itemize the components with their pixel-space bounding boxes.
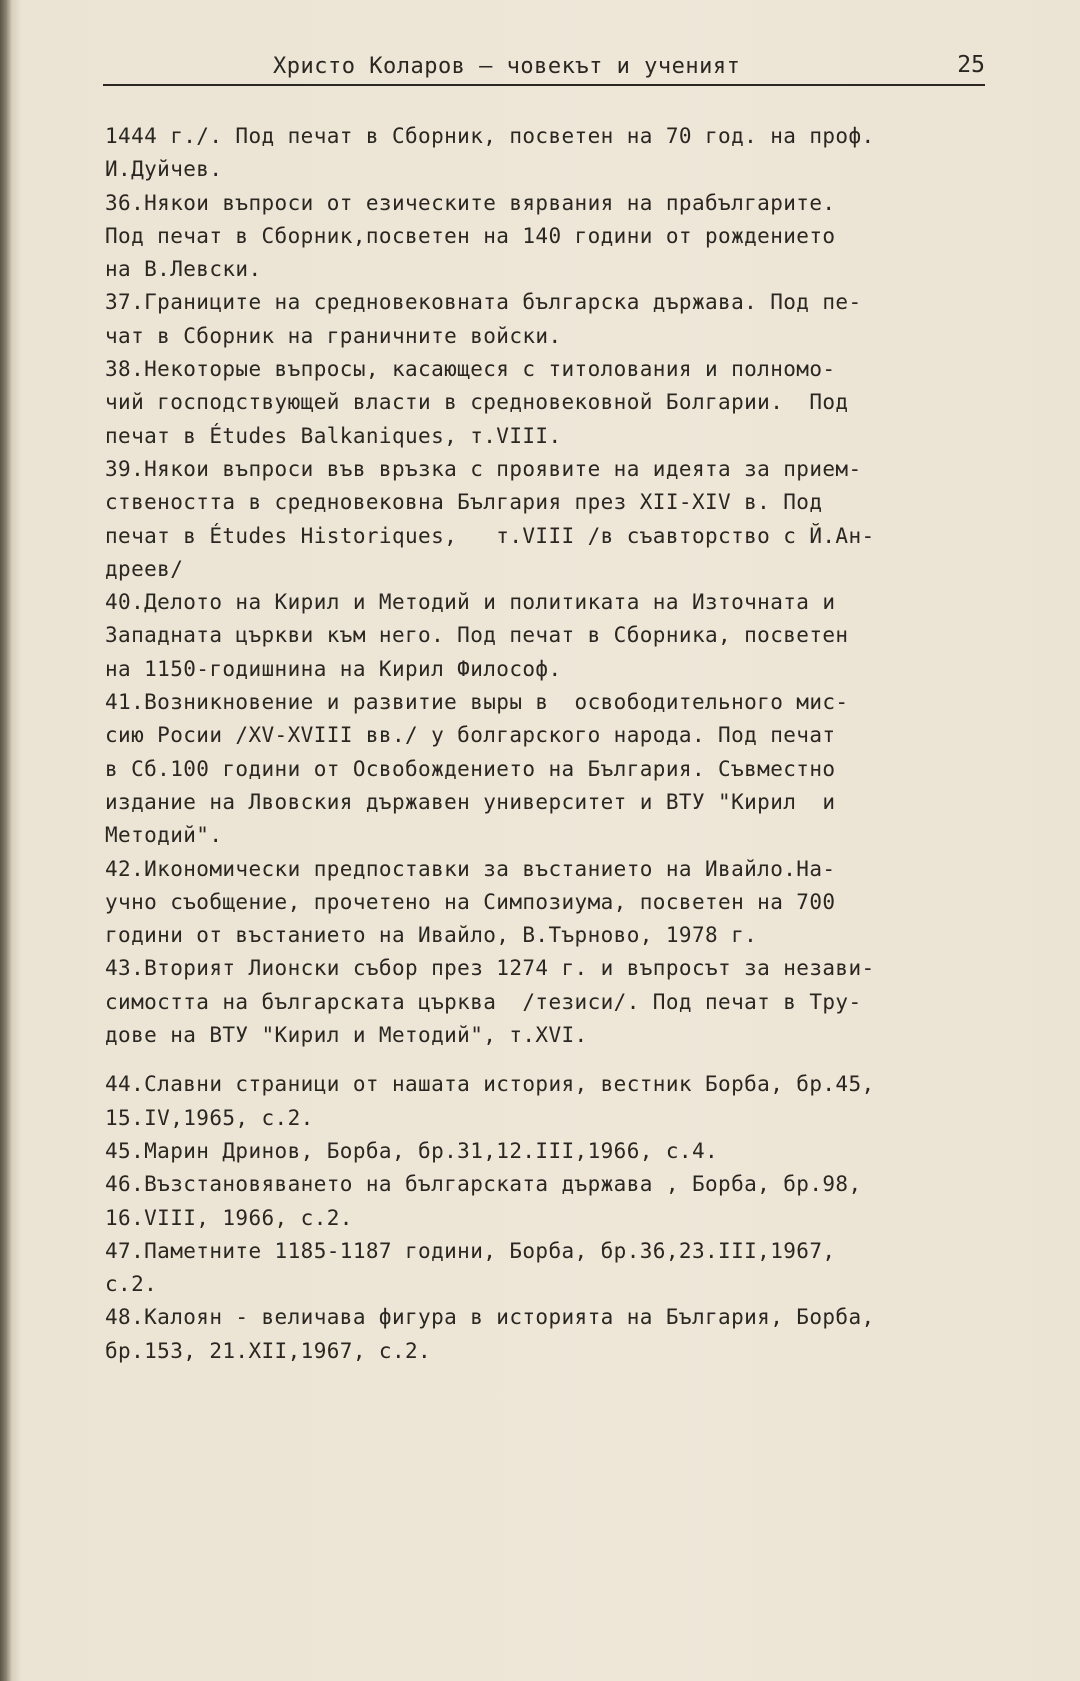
entry-line: в Сб.100 години от Освобождението на България. Съвместно bbox=[105, 756, 836, 781]
bibliography-entry bbox=[105, 1168, 1005, 1235]
bibliography-entry bbox=[105, 1068, 1005, 1135]
entry-line: 16.VIII, 1966, с.2. bbox=[105, 1205, 353, 1230]
entry-line: 43.Вторият Лионски събор през 1274 г. и въпросът за незави- bbox=[105, 956, 875, 981]
bibliography-entry bbox=[105, 120, 1005, 187]
bibliography-entry bbox=[105, 286, 1005, 353]
entry-line: симостта на българската църква /тезиси/. Под печат в Тру- bbox=[105, 989, 862, 1014]
entry-line: печат в Études Historiques, т.VIII /в съавторство с Й.Ан- bbox=[105, 523, 875, 548]
entry-line: с.2. bbox=[105, 1272, 158, 1297]
bibliography-entry bbox=[105, 586, 1005, 686]
bibliography-entry bbox=[105, 952, 1005, 1052]
entry-line: 36.Някои въпроси от езическите вярвания на прабългарите. bbox=[105, 190, 836, 215]
entry-line: И.Дуйчев. bbox=[105, 157, 223, 182]
entry-line: ствеността в средновековна България през XII-XIV в. Под bbox=[105, 490, 823, 515]
bibliography-entry bbox=[105, 1135, 1005, 1168]
entry-line: години от въстанието на Ивайло, В.Търново, 1978 г. bbox=[105, 923, 758, 948]
entry-line: 37.Границите на средновековната българска държава. Под пе- bbox=[105, 290, 862, 315]
bibliography-entry bbox=[105, 453, 1005, 586]
entry-line: 44.Славни страници от нашата история, вестник Борба, бр.45, bbox=[105, 1072, 875, 1097]
entry-line: сию Росии /XV-XVIII вв./ у болгарского народа. Под печат bbox=[105, 723, 836, 748]
entry-line: Западната църкви към него. Под печат в Сборника, посветен bbox=[105, 623, 849, 648]
entry-line: 47.Паметните 1185-1187 години, Борба, бр.36,23.III,1967, bbox=[105, 1238, 836, 1263]
entry-line: 15.IV,1965, с.2. bbox=[105, 1105, 314, 1130]
entry-line: дреев/ bbox=[105, 556, 184, 581]
entry-line: 40.Делото на Кирил и Методий и политиката на Източната и bbox=[105, 590, 836, 615]
entry-line: 46.Възстановяването на българската държава , Борба, бр.98, bbox=[105, 1172, 862, 1197]
entry-line: издание на Лвовския държавен университет и ВТУ "Кирил и bbox=[105, 789, 836, 814]
entry-line: 39.Някои въпроси във връзка с проявите на идеята за прием- bbox=[105, 456, 862, 481]
entry-line: 41.Возникновение и развитие выры в освободительного мис- bbox=[105, 690, 849, 715]
entry-line: чий господствующей власти в средновековной Болгарии. Под bbox=[105, 390, 849, 415]
bibliography-entry bbox=[105, 1235, 1005, 1302]
entry-line: 45.Марин Дринов, Борба, бр.31,12.III,1966, с.4. bbox=[105, 1138, 719, 1163]
entry-line: 38.Некоторые въпросы, касающеся с титолования и полномо- bbox=[105, 357, 836, 382]
entry-line: 48.Калоян - величава фигура в историята на България, Борба, bbox=[105, 1305, 875, 1330]
entry-line: на 1150-годишнина на Кирил Философ. bbox=[105, 656, 562, 681]
entry-line: Методий". bbox=[105, 823, 223, 848]
bibliography-list bbox=[105, 120, 1005, 1368]
running-header bbox=[103, 48, 985, 86]
bibliography-entry bbox=[105, 686, 1005, 852]
section-gap bbox=[105, 1052, 1005, 1068]
entry-line: бр.153, 21.XII,1967, с.2. bbox=[105, 1338, 432, 1363]
page-number: 25 bbox=[957, 52, 985, 78]
entry-line: 42.Икономически предпоставки за въстанието на Ивайло.На- bbox=[105, 856, 836, 881]
entry-line: 1444 г./. Под печат в Сборник, посветен на 70 год. на проф. bbox=[105, 124, 875, 148]
running-title: Христо Коларов – човекът и ученият bbox=[273, 54, 741, 79]
bibliography-entry bbox=[105, 853, 1005, 953]
entry-line: учно съобщение, прочетено на Симпозиума, посветен на 700 bbox=[105, 889, 836, 914]
bibliography-entry bbox=[105, 187, 1005, 287]
entry-line: чат в Сборник на граничните войски. bbox=[105, 323, 562, 348]
entry-line: Под печат в Сборник,посветен на 140 години от рождението bbox=[105, 223, 836, 248]
entry-line: на В.Левски. bbox=[105, 257, 262, 282]
bibliography-entry bbox=[105, 1301, 1005, 1368]
entry-line: дове на ВТУ "Кирил и Методий", т.XVI. bbox=[105, 1023, 588, 1048]
entry-line: печат в Études Balkaniques, т.VIII. bbox=[105, 423, 562, 448]
bibliography-entry bbox=[105, 353, 1005, 453]
